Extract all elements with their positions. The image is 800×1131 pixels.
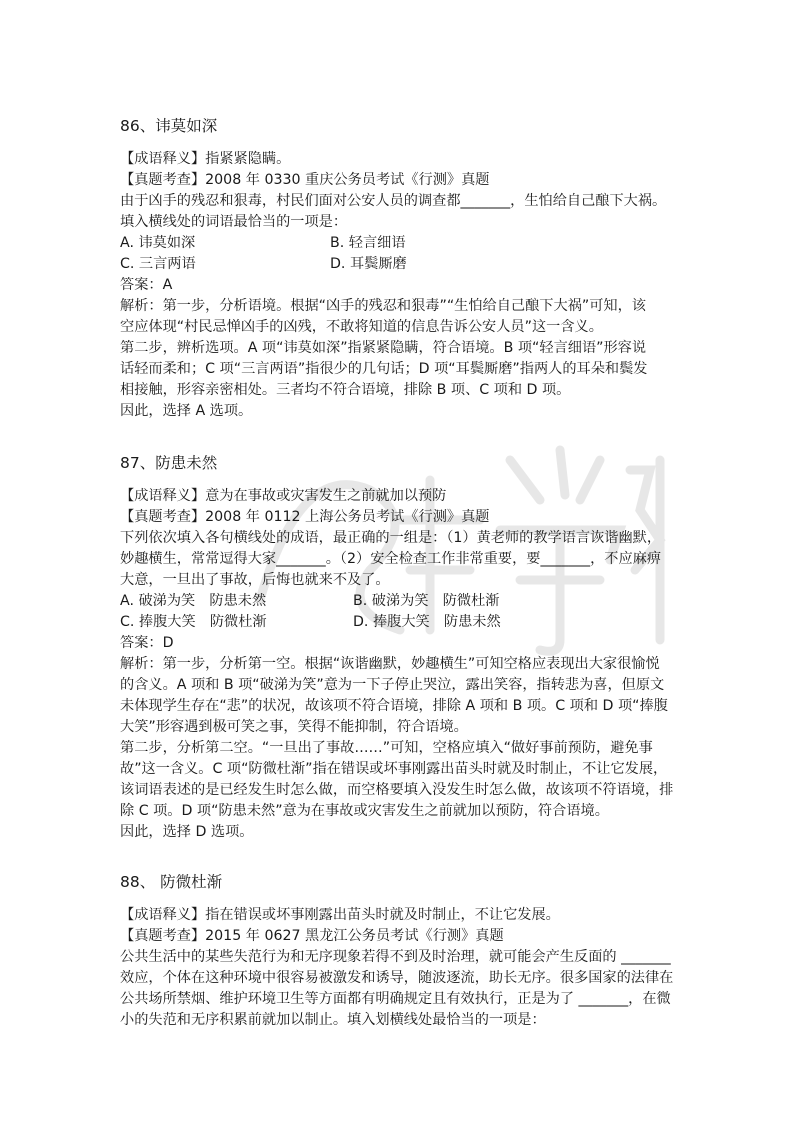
options-grid <box>120 591 695 633</box>
options-grid <box>120 233 695 275</box>
analysis-line: 大笑”形容遇到极可笑之事，笑得不能抑制，符合语境。 <box>120 719 468 735</box>
answer: 答案：D <box>120 635 174 651</box>
section-87 <box>120 452 695 843</box>
option-d: D. 捧腹大笑 防患未然 <box>353 614 501 630</box>
question-line: 由于凶手的残忍和狠毒，村民们面对公安人员的调查都_______，生怕给自己酿下大祸。 <box>120 193 667 209</box>
exam-source: 【真题考查】2008 年 0112 上海公务员考试《行测》真题 <box>120 509 490 525</box>
analysis-line: 第二步，分析第二空。“一旦出了事故……”可知，空格应填入“做好事前预防，避免事 <box>120 740 653 756</box>
exam-source: 【真题考查】2008 年 0330 重庆公务员考试《行测》真题 <box>120 172 490 188</box>
section-88 <box>120 871 695 1031</box>
option-b: B. 破涕为笑 防微杜渐 <box>353 593 500 609</box>
option-a: A. 讳莫如深 <box>120 235 196 251</box>
exam-source: 【真题考查】2015 年 0627 黑龙江公务员考试《行测》真题 <box>120 928 504 944</box>
analysis-line: 该词语表述的是已经发生时怎么做，而空格要填入没发生时怎么做，故该项不符语境，排 <box>120 782 674 798</box>
analysis-line: 的含义。A 项和 B 项“破涕为笑”意为一下子停止哭泣，露出笑容，指转悲为喜，但原文 <box>120 677 665 693</box>
idiom-heading: 88、 防微杜渐 <box>120 873 223 891</box>
question-line: 妙趣横生，常常逗得大家_______。（2）安全检查工作非常重要，要_______，不应麻痹 <box>120 551 662 567</box>
analysis-line: 解析：第一步，分析语境。根据“凶手的残忍和狠毒”“生怕给自己酿下大祸”可知，该 <box>120 298 646 314</box>
question-line: 公共生活中的某些失范行为和无序现象若得不到及时治理，就可能会产生反面的 _______ <box>120 949 671 965</box>
option-b: B. 轻言细语 <box>330 235 406 251</box>
analysis-line: 因此，选择 D 选项。 <box>120 824 254 840</box>
question-line: 公共场所禁烟、维护环境卫生等方面都有明确规定且有效执行，正是为了 _______，在微 <box>120 991 671 1007</box>
analysis-line: 解析：第一步，分析第一空。根据“诙谐幽默，妙趣横生”可知空格应表现出大家很愉悦 <box>120 656 660 672</box>
question-line: 大意，一旦出了事故，后悔也就来不及了。 <box>120 572 390 588</box>
option-c: C. 三言两语 <box>120 256 196 272</box>
analysis-line: 相接触，形容亲密相处。三者均不符合语境，排除 B 项、C 项和 D 项。 <box>120 382 571 398</box>
question-line: 效应，个体在这种环境中很容易被激发和诱导，随波逐流，助长无序。很多国家的法律在 <box>120 970 674 986</box>
analysis-line: 除 C 项。D 项“防患未然”意为在事故或灾害发生之前就加以预防，符合语境。 <box>120 803 609 819</box>
question-line: 填入横线处的词语最恰当的一项是： <box>120 214 348 230</box>
analysis-line: 话轻而柔和；C 项“三言两语”指很少的几句话；D 项“耳鬓厮磨”指两人的耳朵和鬓发 <box>120 361 648 377</box>
idiom-meaning: 【成语释义】指紧紧隐瞒。 <box>120 151 291 167</box>
idiom-meaning: 【成语释义】意为在事故或灾害发生之前就加以预防 <box>120 488 447 504</box>
idiom-heading: 87、防患未然 <box>120 454 218 472</box>
option-c: C. 捧腹大笑 防微杜渐 <box>120 614 267 630</box>
question-line: 小的失范和无序积累前就加以制止。填入划横线处最恰当的一项是： <box>120 1012 546 1028</box>
answer: 答案：A <box>120 277 173 293</box>
option-d: D. 耳鬓厮磨 <box>330 256 407 272</box>
option-a: A. 破涕为笑 防患未然 <box>120 593 267 609</box>
analysis-line: 故”这一含义。C 项“防微杜渐”指在错误或坏事刚露出苗头时就及时制止，不让它发展， <box>120 761 668 777</box>
section-86 <box>120 115 695 422</box>
question-line: 下列依次填入各句横线处的成语，最正确的一组是：（1）黄老师的教学语言诙谐幽默， <box>120 530 662 546</box>
analysis-line: 空应体现“村民忌惮凶手的凶残，不敢将知道的信息告诉公安人员”这一含义。 <box>120 319 603 335</box>
analysis-line: 未体现学生存在“悲”的状况，故该项不符合语境，排除 A 项和 B 项。C 项和 D 项“捧腹 <box>120 698 668 714</box>
analysis-line: 第二步，辨析选项。A 项“讳莫如深”指紧紧隐瞒，符合语境。B 项“轻言细语”形容说 <box>120 340 647 356</box>
idiom-heading: 86、讳莫如深 <box>120 117 218 135</box>
idiom-meaning: 【成语释义】指在错误或坏事刚露出苗头时就及时制止，不让它发展。 <box>120 907 560 923</box>
analysis-line: 因此，选择 A 选项。 <box>120 403 253 419</box>
